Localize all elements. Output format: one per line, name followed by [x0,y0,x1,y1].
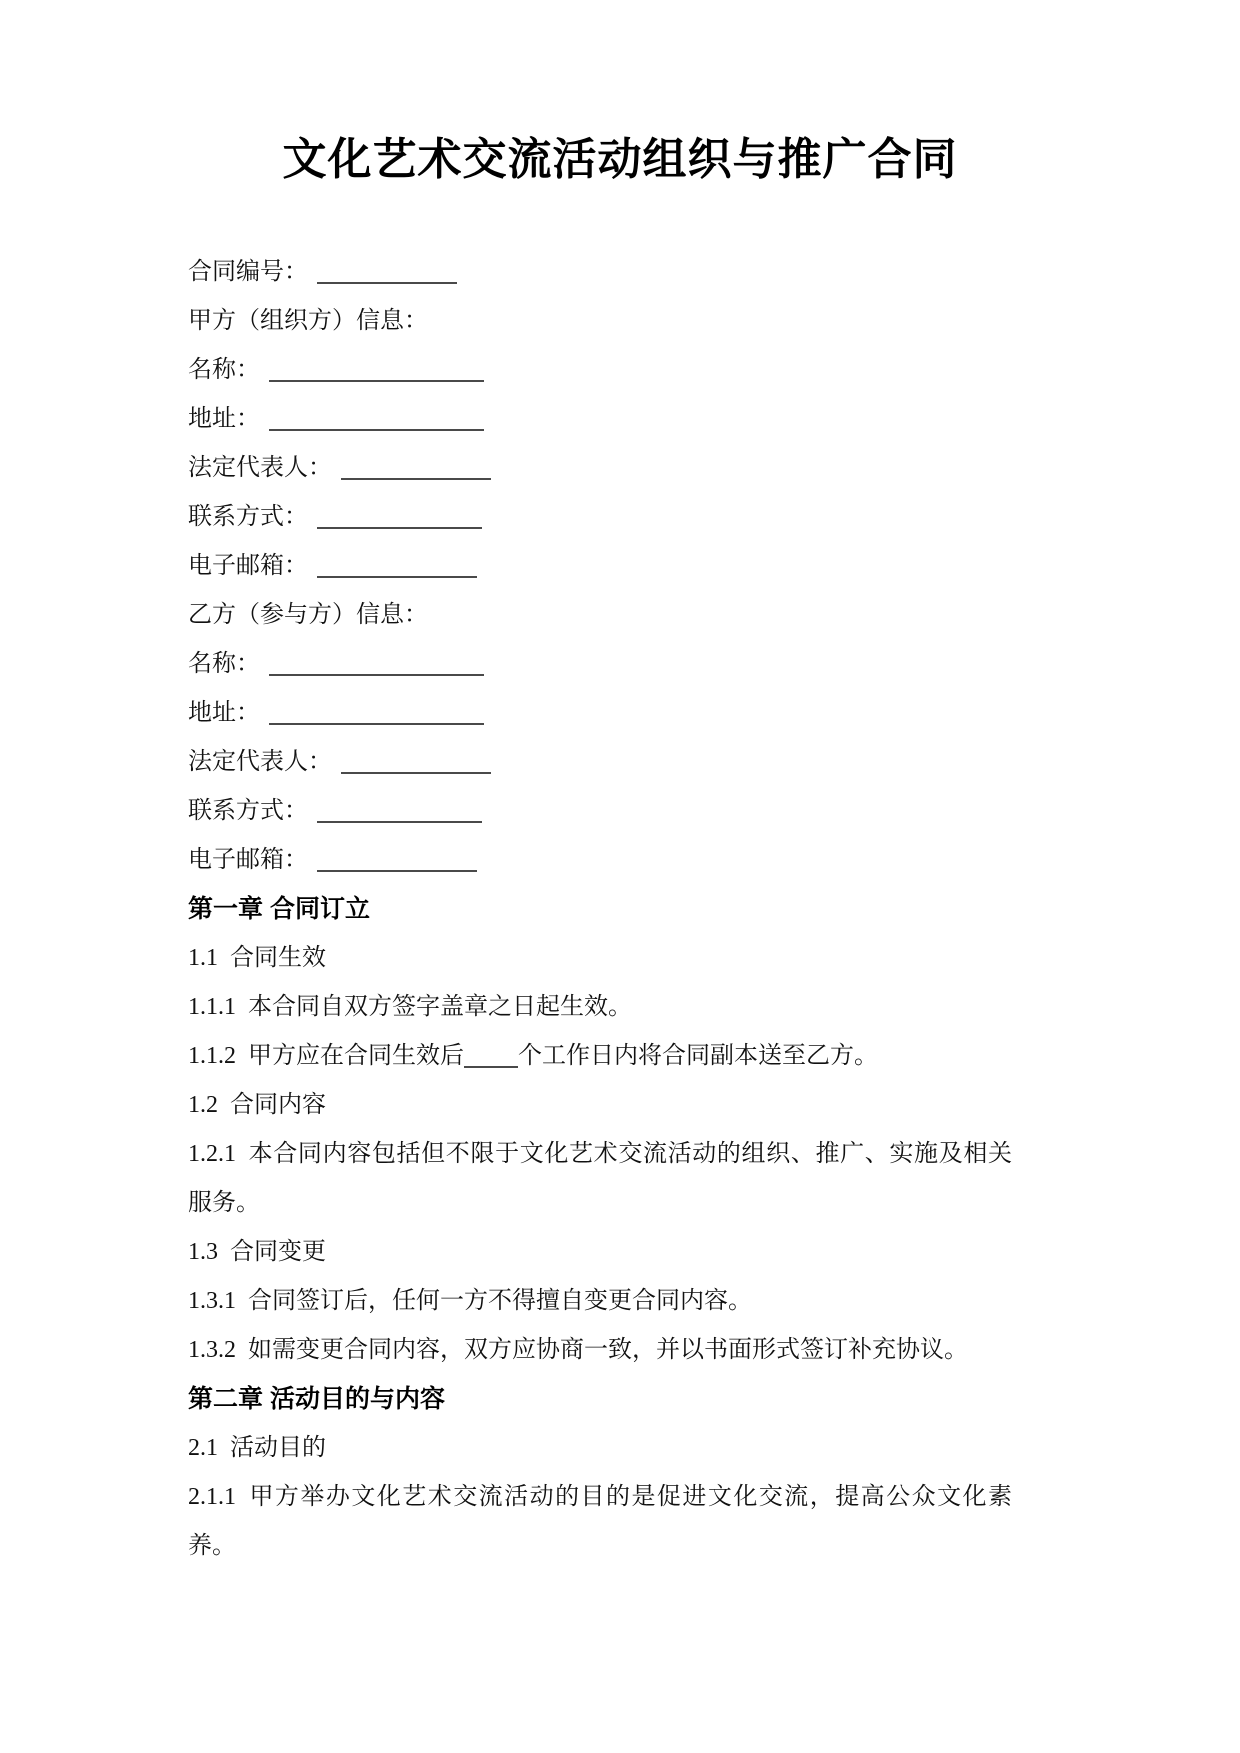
party-b-name-blank-line [269,650,484,676]
clause-1-3-2 [188,1326,1012,1375]
party-a-email-blank-line [317,552,477,578]
party-a-legal-rep-row [188,444,1012,493]
clause-1-2 [188,1081,1012,1130]
clause-1-1-2 [188,1032,1012,1081]
party-a-email-row [188,542,1012,591]
chapter-2-heading: 第二章 活动目的与内容 [188,1385,445,1413]
clause-1-3 [188,1228,1012,1277]
party-a-contact-row [188,493,1012,542]
clause-1-3-number: 1.3 [188,1239,218,1265]
party-a-legal-rep-label: 法定代表人： [188,455,332,481]
clause-1-3-2-number: 1.3.2 [188,1337,236,1363]
party-b-name-label: 名称： [188,651,260,677]
party-b-address-row [188,689,1012,738]
clause-1-1-2-fill-in-blank [464,1042,518,1068]
party-b-address-blank-line [269,699,484,725]
clause-1-2-1-number: 1.2.1 [188,1141,236,1167]
contract-number-label: 合同编号： [188,259,308,285]
party-b-legal-rep-blank-line [341,748,491,774]
clause-1-2-1 [188,1130,1012,1228]
chapter-1-heading: 第一章 合同订立 [188,895,370,923]
clause-1-3-2-text: 如需变更合同内容，双方应协商一致，并以书面形式签订补充协议。 [248,1337,968,1363]
contract-number-blank-line [317,258,457,284]
clause-1-1-1-text: 本合同自双方签字盖章之日起生效。 [248,994,632,1020]
party-a-contact-label: 联系方式： [188,504,308,530]
party-a-name-row [188,346,1012,395]
party-a-address-label: 地址： [188,406,260,432]
clause-1-1-2-text-after: 个工作日内将合同副本送至乙方。 [518,1043,878,1069]
party-b-contact-label: 联系方式： [188,798,308,824]
party-b-contact-row [188,787,1012,836]
clause-1-1-1-number: 1.1.1 [188,994,236,1020]
party-a-address-blank-line [269,405,484,431]
party-a-email-label: 电子邮箱： [188,553,308,579]
clause-1-1-number: 1.1 [188,945,218,971]
party-a-legal-rep-blank-line [341,454,491,480]
party-a-address-row [188,395,1012,444]
clause-1-3-1-number: 1.3.1 [188,1288,236,1314]
party-b-email-label: 电子邮箱： [188,847,308,873]
clause-2-1-number: 2.1 [188,1435,218,1461]
document-title: 文化艺术交流活动组织与推广合同 [282,135,958,184]
document-body [188,248,1012,1571]
party-b-legal-rep-row [188,738,1012,787]
clause-1-3-1 [188,1277,1012,1326]
clause-1-3-text: 合同变更 [230,1239,326,1265]
party-b-legal-rep-label: 法定代表人： [188,749,332,775]
clause-2-1 [188,1424,1012,1473]
clause-2-1-1 [188,1473,1012,1571]
party-b-email-blank-line [317,846,477,872]
party-a-contact-blank-line [317,503,482,529]
clause-2-1-text: 活动目的 [230,1435,326,1461]
party-b-email-row [188,836,1012,885]
clause-2-1-1-text: 甲方举办文化艺术交流活动的目的是促进文化交流，提高公众文化素养。 [188,1484,1012,1559]
clause-2-1-1-number: 2.1.1 [188,1484,236,1510]
clause-1-2-text: 合同内容 [230,1092,326,1118]
clause-1-3-1-text: 合同签订后，任何一方不得擅自变更合同内容。 [248,1288,752,1314]
clause-1-1-2-text-before: 甲方应在合同生效后 [248,1043,464,1069]
clause-1-1 [188,934,1012,983]
party-b-address-label: 地址： [188,700,260,726]
party-b-name-row [188,640,1012,689]
party-a-heading: 甲方（组织方）信息： [188,308,428,334]
party-b-heading: 乙方（参与方）信息： [188,602,428,628]
contract-number-row [188,248,1012,297]
party-b-contact-blank-line [317,797,482,823]
clause-1-1-2-number: 1.1.2 [188,1043,236,1069]
clause-1-1-1 [188,983,1012,1032]
clause-1-2-number: 1.2 [188,1092,218,1118]
clause-1-1-text: 合同生效 [230,945,326,971]
party-a-name-blank-line [269,356,484,382]
party-a-name-label: 名称： [188,357,260,383]
clause-1-2-1-text: 本合同内容包括但不限于文化艺术交流活动的组织、推广、实施及相关服务。 [188,1141,1012,1216]
